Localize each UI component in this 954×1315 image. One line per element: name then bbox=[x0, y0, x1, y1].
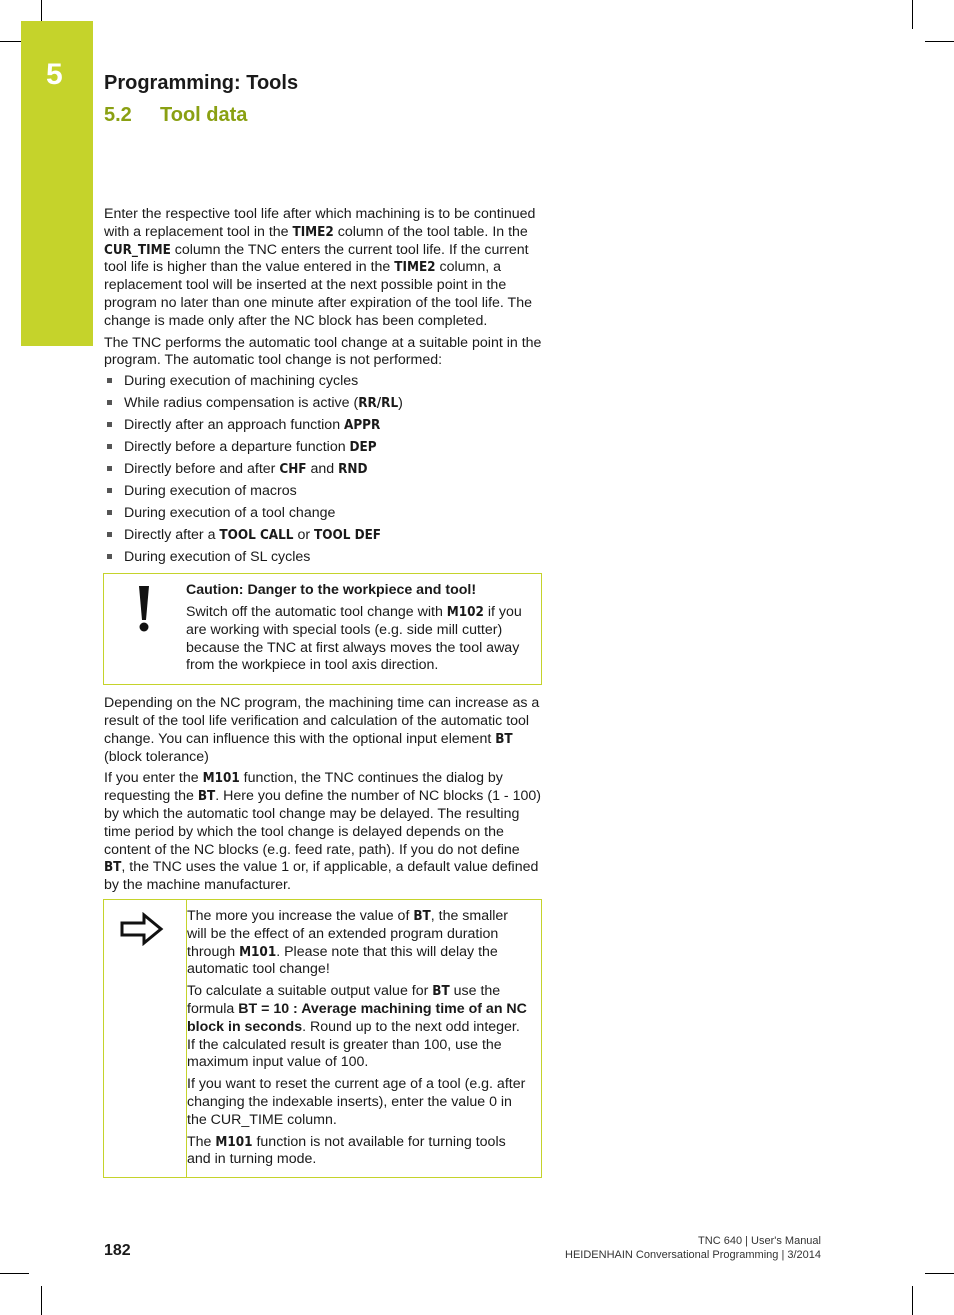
note-box bbox=[103, 899, 542, 1178]
text: or bbox=[293, 527, 314, 544]
caution-text bbox=[186, 574, 541, 684]
keyword: APPR bbox=[344, 418, 381, 434]
caution-box bbox=[103, 573, 542, 685]
text: To calculate a suitable output value for bbox=[187, 983, 433, 1000]
bullet-square-icon bbox=[107, 532, 112, 537]
text: Enter the respective tool life after which machining is to be continued with a replacement tool in the bbox=[104, 206, 536, 240]
list-item bbox=[104, 480, 544, 502]
formula: BT = 10 : Average machining time of an NC block in seconds bbox=[187, 1000, 527, 1035]
bullet-square-icon bbox=[107, 444, 112, 449]
footer-manual: TNC 640 | User's Manual bbox=[698, 1235, 821, 1247]
main-content bbox=[104, 206, 544, 1188]
keyword: TIME2 bbox=[394, 260, 436, 276]
bullet-square-icon bbox=[107, 400, 112, 405]
keyword: BT bbox=[432, 984, 450, 1000]
paragraph-tool-life bbox=[104, 206, 544, 331]
section-title bbox=[104, 104, 247, 127]
keyword: TIME2 bbox=[292, 224, 334, 240]
crop-mark bbox=[41, 0, 42, 21]
text: During execution of machining cycles bbox=[124, 373, 359, 390]
keyword: M101 bbox=[202, 771, 240, 787]
list-item bbox=[104, 458, 544, 480]
bullet-square-icon bbox=[107, 510, 112, 515]
bullet-square-icon bbox=[107, 378, 112, 383]
exclamation-icon bbox=[138, 586, 150, 632]
list-item bbox=[104, 436, 544, 458]
keyword: M102 bbox=[446, 604, 484, 620]
paragraph-m101 bbox=[104, 770, 544, 895]
keyword: BT bbox=[104, 860, 122, 876]
text: . Round up to the next odd integer. If the calculated result is greater than 100, use the maximum input value of 100. bbox=[187, 1018, 520, 1071]
text: The bbox=[187, 1133, 216, 1150]
paragraph-block-tolerance bbox=[104, 695, 544, 766]
keyword: BT bbox=[413, 908, 431, 924]
crop-mark bbox=[912, 0, 913, 29]
text: use the formula bbox=[187, 983, 501, 1017]
keyword: CUR_TIME bbox=[104, 242, 171, 258]
text: If you enter the bbox=[104, 770, 203, 787]
caution-body bbox=[186, 604, 527, 675]
list-item bbox=[104, 370, 544, 392]
footer-publication: HEIDENHAIN Conversational Programming | 3/2014 bbox=[565, 1248, 821, 1261]
text: While radius compensation is active ( bbox=[124, 395, 359, 412]
text: During execution of macros bbox=[124, 483, 297, 500]
keyword: DEP bbox=[349, 440, 377, 456]
crop-mark bbox=[0, 41, 21, 42]
caution-icon-column bbox=[104, 574, 186, 684]
text: The more you increase the value of bbox=[187, 907, 414, 924]
text: , the smaller will be the effect of an extended program duration through bbox=[187, 907, 509, 960]
note-paragraph bbox=[187, 983, 527, 1072]
bullet-square-icon bbox=[107, 466, 112, 471]
text: Directly after a bbox=[124, 527, 220, 544]
keyword: RR bbox=[358, 396, 377, 412]
caution-title: Caution: Danger to the workpiece and tool! bbox=[186, 582, 477, 599]
chapter-title: Programming: Tools bbox=[104, 72, 299, 94]
keyword: RL bbox=[381, 396, 399, 412]
text: Depending on the NC program, the machining time can increase as a result of the tool life verification and calculation of the automatic tool change. You can influence this with the optional input element bbox=[104, 695, 540, 747]
text: Directly before and after bbox=[124, 461, 280, 478]
section-number: 5.2 bbox=[104, 104, 132, 126]
text: . Please note that this will delay the automatic tool change! bbox=[187, 943, 498, 978]
list-item bbox=[104, 502, 544, 524]
text: Directly after an approach function bbox=[124, 417, 345, 434]
text: column the TNC enters the current tool life. If the current tool life is higher than the value entered in the bbox=[104, 241, 529, 276]
text: (block tolerance) bbox=[104, 748, 209, 765]
bullet-square-icon bbox=[107, 554, 112, 559]
text: During execution of SL cycles bbox=[124, 549, 311, 566]
note-icon-column bbox=[104, 900, 187, 1177]
crop-mark bbox=[925, 41, 954, 42]
note-paragraph: If you want to reset the current age of a tool (e.g. after changing the indexable inserts), enter the value 0 in the CUR_TIME column. bbox=[187, 1076, 526, 1128]
text: Directly before a departure function bbox=[124, 439, 350, 456]
page-number: 182 bbox=[104, 1242, 131, 1259]
text: if you are working with special tools (e.g. side mill cutter) because the TNC at first always moves the tool away from the workpiece in tool axis direction. bbox=[186, 603, 522, 674]
keyword: TOOL DEF bbox=[314, 528, 382, 544]
list-item bbox=[104, 524, 544, 546]
bullet-square-icon bbox=[107, 422, 112, 427]
list-item bbox=[104, 392, 544, 414]
bullet-list bbox=[104, 370, 544, 568]
text: column of the tool table. In the bbox=[333, 223, 528, 240]
text: During execution of a tool change bbox=[124, 505, 336, 522]
crop-mark bbox=[925, 1273, 954, 1274]
footer-info bbox=[565, 1235, 821, 1262]
paragraph-not-performed: The TNC performs the automatic tool change at a suitable point in the program. The automatic tool change is not performed: bbox=[104, 334, 542, 369]
keyword: RND bbox=[338, 462, 368, 478]
keyword: / bbox=[376, 396, 382, 412]
text: ) bbox=[398, 395, 403, 412]
text: function, the TNC continues the dialog by requesting the bbox=[104, 770, 503, 805]
note-text bbox=[187, 900, 541, 1177]
text: and bbox=[306, 461, 339, 478]
text: column, a replacement tool will be inserted at the next possible point in the program no later than one minute after expiration of the tool life. The change is made only after the NC block has been completed. bbox=[104, 259, 532, 329]
list-item bbox=[104, 414, 544, 436]
note-paragraph bbox=[187, 908, 527, 979]
keyword: TOOL CALL bbox=[219, 528, 294, 544]
crop-mark bbox=[912, 1286, 913, 1315]
text: , the TNC uses the value 1 or, if applicable, a default value defined by the machine manufacturer. bbox=[104, 859, 539, 894]
text: function is not available for turning tools and in turning mode. bbox=[187, 1133, 506, 1168]
crop-mark bbox=[0, 1273, 29, 1274]
crop-mark bbox=[41, 1286, 42, 1315]
keyword: M101 bbox=[215, 1134, 253, 1150]
text: Switch off the automatic tool change with bbox=[186, 603, 447, 620]
arrow-right-icon bbox=[120, 912, 164, 946]
section-title-text: Tool data bbox=[160, 104, 248, 126]
keyword: M101 bbox=[239, 944, 277, 960]
list-item bbox=[104, 546, 544, 568]
keyword: CHF bbox=[279, 462, 307, 478]
note-paragraph bbox=[187, 1134, 527, 1170]
bullet-square-icon bbox=[107, 488, 112, 493]
keyword: BT bbox=[197, 789, 216, 805]
keyword: BT bbox=[495, 731, 513, 747]
text: . Here you define the number of NC blocks (1 - 100) by which the automatic tool change may be delayed. The resulting time period by which the tool change is delayed depends on the content of the NC blocks (e.g. feed rate, path). If you do not define bbox=[104, 788, 541, 858]
chapter-number: 5 bbox=[46, 58, 63, 91]
